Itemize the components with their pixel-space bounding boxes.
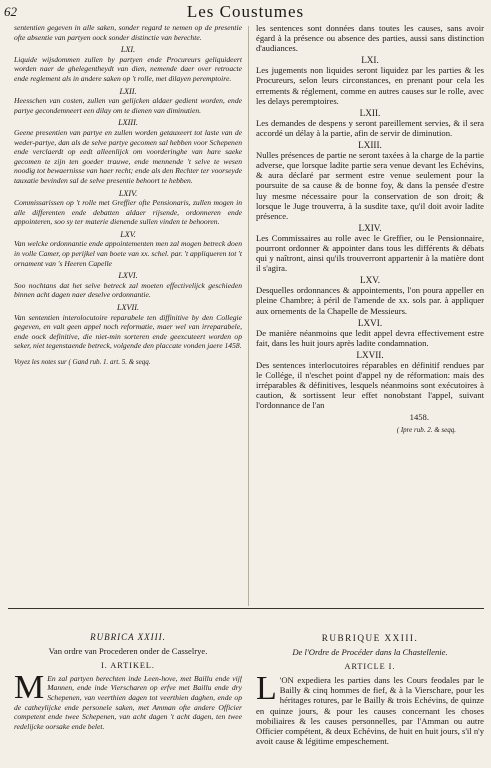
article-number: LXVII. <box>356 349 384 360</box>
article-paragraph: Les demandes de despens y seront pareillement servies, & il sera accordé un délay à la partie, afin de servir de diminution. <box>256 117 484 138</box>
article-paragraph: De manière néanmoins que ledit appel devra effectivement estre fait, dans les huit jours après ladite condamnation. <box>256 327 484 348</box>
article-heading: ARTICLE I. <box>344 662 396 672</box>
article-number: LXIV. <box>118 188 138 198</box>
article-paragraph: Des sentences interlocutoires réparables en définitif rendues par le Collége, il n'eschet point d'appel ny de réformation: mais des irréparables & définitives, lesquels néanmoins sont exécutoires à caution, & sortissent leur effet nonobstant l'appel, suivant l'ordonnance de l'an <box>256 360 484 411</box>
article-text <box>14 668 242 732</box>
rubric-subtitle: De l'Ordre de Procéder dans la Chastellenie. <box>292 647 448 658</box>
article-body: 'ON expediera les parties dans les Cours feodales par le Bailly & cinq hommes de fief, & à la Vierschare, pour les héritages rotures, par le Bailly & trois Echévins, de quinze en quinze jours, & pour les causes concernant les choses mobiliaires & les causes personnelles, par l'Amman ou autre Officier compétent, & deux Echévins, de huit en huit jours, s'il n'y avoit cause & légitime empeschement. <box>256 675 484 746</box>
article-body: En zal partyen berechten inde Leen-hove, met Baillu ende vijf Mannen, ende inde Vierscharen op erfve met Baillu ende dry Schepenen, van veerthien dagen tot veerthien daghen, ende op de catheylijcke ende personele saken, met Amman ofte andere Officier competent ende twee Schepenen, van acht dagen 't acht dagen, ten twee redelijcke oorsake ende belet. <box>14 673 242 731</box>
article-paragraph: les sentences sont données dans toutes les causes, sans avoir égard à la présence ou absence des parties, aussi sans distinction d'audiances. <box>256 23 484 54</box>
running-title: Les Coustumes <box>186 2 305 21</box>
article-number: LXI. <box>120 45 136 55</box>
article-paragraph: Liquide wijsdommen zullen by partyen ende Procureurs geliquideert worden naer de ghelegentheydt van dien, nemende daer over retroacte ende reglement als in andere saken op 't rolle, met dilayen peremptoire. <box>14 54 242 83</box>
article-number: LXII. <box>119 86 137 96</box>
article-paragraph: Geene presentien van partye en zullen worden getauxeert tot laste van de weder-partye, dan als de selve partye gecomen sal hebben voor Schepenen ende verclaerdt op eedt alleenlijck om voorderinghe van hare saeke gecomen te zijn ten goeder trauwe, ende mennende 't selve te wesen noodig tot bewaernisse van haer recht; ende als den Rechter ter voorseyde tauxatie bevinden sal de selve presentie behoort te hebben. <box>14 127 242 185</box>
article-text <box>256 670 484 746</box>
article-heading: I. ARTIKEL. <box>101 661 155 671</box>
article-number: LXI. <box>361 55 379 66</box>
article-paragraph: Van sententien interolocutoire reparabele ten diffinitive by den Collegie gegeven, en valt geen appel noch reformatie, maer wel van irreparabele, ende oock definitive, die niet-min sorteren ende geexcuteert worden op seker, niet tegenstaende betreck, volgende den placcate vonden jaere 1458. <box>14 312 242 351</box>
rubric-title: RUBRIQUE XXIII. <box>321 633 419 643</box>
article-number: LXVI. <box>118 271 138 281</box>
article-paragraph: Les Commissaires au rolle avec le Greffier, ou le Pensionnaire, pourront ordonner & appointer dans tous les différents & débats qui y naîtront, ainsi qu'ils trouverront appartenir à la matière dont il s'agira. <box>256 232 484 274</box>
left-rubric-block <box>14 633 242 765</box>
year-continuation: 1458. <box>409 412 429 423</box>
article-number: LXV. <box>360 275 380 286</box>
article-number: LXVI. <box>357 317 383 328</box>
rubric-subtitle: Van ordre van Procederen onder de Casselrye. <box>48 645 208 656</box>
cross-reference-note: ( Ipre rub. 2. & seqq. <box>396 425 456 434</box>
article-number: LXII. <box>359 107 381 118</box>
article-paragraph: Nulles présences de partie ne seront taxées à la charge de la partie adverse, que lorsque ladite partie sera venue devant les Echévins, & aura déclaré par serment estre venue seulement pour la poursuite de sa cause & de bonne foy, & dans la pensée d'estre luy mesme nécessaire pour la conservation de son droit; & lorsque le Juge trouverra, à la susdite taxe, qu'il doit avoir ladite présence. <box>256 150 484 221</box>
page-number: 62 <box>4 4 17 19</box>
drop-cap: M <box>14 668 45 706</box>
article-paragraph: Heesschen van costen, zullen van gelijcken aldaer gedient worden, ende partye gecondemneert een dilay om te dienen van diminutien. <box>14 96 242 115</box>
article-number: LXIII. <box>358 140 382 151</box>
article-paragraph: Les jugements non liquides seront liquidez par les parties & les Procureurs, selon leurs circonstances, en prenant pour cela les errements & réglement, comme en autres causes sur le rolle, avec les delays peremptoires. <box>256 65 484 106</box>
article-paragraph: Soo nochtans dat het selve betreck zal moeten effectivelijck geschieden binnen acht dagen naer deselve ordonnantie. <box>14 280 242 300</box>
article-paragraph: Commissarissen op 't rolle met Greffier ofte Pensionaris, zullen mogen in alle differenten ende debatten aldaer rijsende, ordonneren ende appointeren, soo sy ter materie dienende sullen vinden te behooren. <box>14 198 242 227</box>
article-number: LXIV. <box>358 222 382 233</box>
article-number: LXVII. <box>116 303 140 313</box>
article-paragraph: Van welcke ordonnantie ende appointementen men zal mogen betreck doen in volle Camer, op perijkel van boete van xx. schel. par. 't appliqueren tot 't ornament van 's Heeren Capelle <box>14 239 242 268</box>
left-column-flemish <box>14 23 242 606</box>
cross-reference-note: Voyez les notes sur ( Gand rub. 1. art. 5. & seqq. <box>14 358 151 366</box>
article-paragraph: sententien gegeven in alle saken, sonder regard te nemen op de presentie ofte absentie van partyen oock sonder distinctie van berechte. <box>14 23 242 42</box>
article-number: LXV. <box>120 229 136 239</box>
column-separator <box>248 26 249 606</box>
article-number: LXIII. <box>118 118 138 128</box>
rubric-title: RUBRICA XXIII. <box>90 633 166 642</box>
article-paragraph: Desquelles ordonnances & appointements, l'on poura appeller en pleine Chambre; à péril de l'amende de xx. sols par. à appliquer aux ornements de la Chapelle de Messieurs. <box>256 285 484 316</box>
horizontal-rule <box>8 608 484 609</box>
right-column-french <box>256 23 484 606</box>
right-rubric-block <box>256 633 484 765</box>
drop-cap: L <box>256 670 277 708</box>
